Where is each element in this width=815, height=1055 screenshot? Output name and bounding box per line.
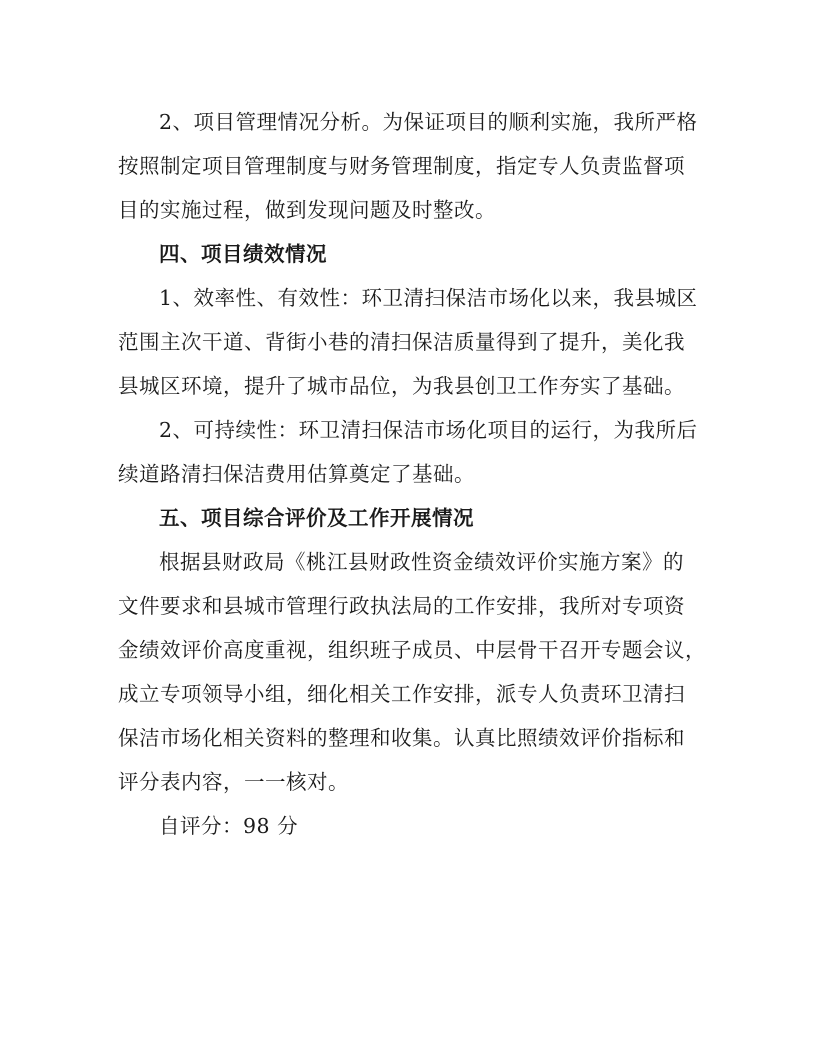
document-body [118, 100, 718, 848]
paragraph-line: 目的实施过程，做到发现问题及时整改。 [118, 198, 496, 222]
self-score-line: 自评分：98 分 [159, 814, 299, 838]
paragraph-line: 续道路清扫保洁费用估算奠定了基础。 [118, 462, 475, 486]
paragraph-line: 保洁市场化相关资料的整理和收集。认真比照绩效评价指标和 [118, 726, 685, 750]
paragraph-line: 2、可持续性：环卫清扫保洁市场化项目的运行，为我所后 [159, 418, 698, 442]
paragraph-line: 文件要求和县城市管理行政执法局的工作安排，我所对专项资 [118, 594, 685, 618]
paragraph-line: 成立专项领导小组，细化相关工作安排，派专人负责环卫清扫 [118, 682, 685, 706]
paragraph-line: 根据县财政局《桃江县财政性资金绩效评价实施方案》的 [159, 550, 684, 574]
paragraph-line: 范围主次干道、背街小巷的清扫保洁质量得到了提升，美化我 [118, 330, 685, 354]
paragraph-line: 县城区环境，提升了城市品位，为我县创卫工作夯实了基础。 [118, 374, 685, 398]
section-heading: 五、项目综合评价及工作开展情况 [159, 506, 474, 530]
paragraph-line: 金绩效评价高度重视，组织班子成员、中层骨干召开专题会议， [118, 638, 706, 662]
section-heading: 四、项目绩效情况 [159, 242, 327, 266]
paragraph-line: 1、效率性、有效性：环卫清扫保洁市场化以来，我县城区 [159, 286, 698, 310]
paragraph-line: 2、项目管理情况分析。为保证项目的顺利实施，我所严格 [159, 110, 698, 134]
paragraph-line: 评分表内容，一一核对。 [118, 770, 349, 794]
paragraph-line: 按照制定项目管理制度与财务管理制度，指定专人负责监督项 [118, 154, 685, 178]
